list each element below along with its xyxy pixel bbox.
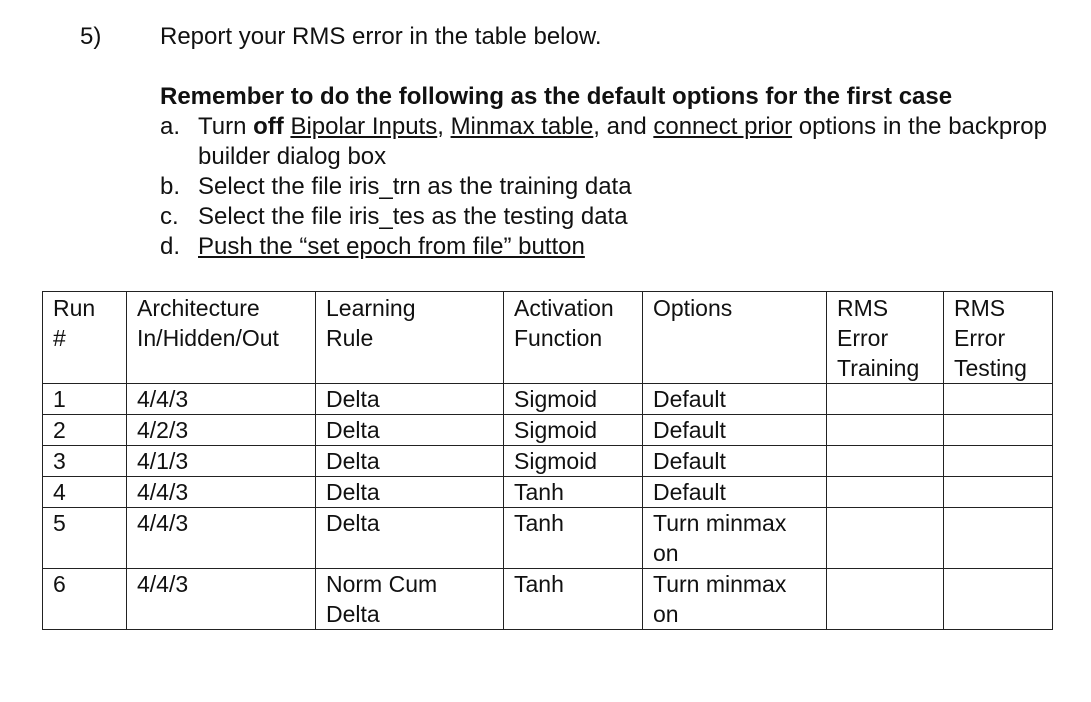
cell-architecture: 4/4/3 bbox=[127, 477, 316, 508]
cell-run: 2 bbox=[43, 415, 127, 446]
cell-rule: Delta bbox=[316, 415, 504, 446]
cell-options: Default bbox=[643, 446, 827, 477]
step-a-and: , and bbox=[593, 113, 654, 140]
cell-rms-testing[interactable] bbox=[944, 415, 1053, 446]
step-letter: c. bbox=[160, 203, 179, 230]
step-letter: d. bbox=[160, 233, 181, 260]
step-d-text: Push the “set epoch from file” button bbox=[198, 233, 585, 260]
cell-rms-testing[interactable] bbox=[944, 508, 1053, 569]
cell-run: 3 bbox=[43, 446, 127, 477]
connect-prior-text: connect prior bbox=[653, 113, 793, 140]
cell-options: Default bbox=[643, 384, 827, 415]
cell-run: 4 bbox=[43, 477, 127, 508]
cell-activation: Sigmoid bbox=[504, 415, 643, 446]
cell-rule: Delta bbox=[316, 508, 504, 569]
table-row bbox=[43, 446, 1053, 477]
cell-run: 1 bbox=[43, 384, 127, 415]
cell-rule: Delta bbox=[316, 446, 504, 477]
cell-activation: Tanh bbox=[504, 569, 643, 630]
instructions bbox=[160, 82, 1060, 262]
step-a-off: off bbox=[253, 113, 284, 140]
step-a-text bbox=[198, 112, 1060, 172]
cell-rms-training[interactable] bbox=[827, 569, 944, 630]
step-a bbox=[160, 112, 1060, 172]
cell-architecture: 4/4/3 bbox=[127, 569, 316, 630]
cell-run: 6 bbox=[43, 569, 127, 630]
cell-rms-training[interactable] bbox=[827, 415, 944, 446]
cell-run: 5 bbox=[43, 508, 127, 569]
cell-rms-testing[interactable] bbox=[944, 569, 1053, 630]
minmax-table-text: Minmax table bbox=[450, 113, 594, 140]
header-architecture: Architecture In/Hidden/Out bbox=[127, 292, 316, 384]
cell-architecture: 4/4/3 bbox=[127, 508, 316, 569]
cell-rms-training[interactable] bbox=[827, 508, 944, 569]
cell-options: Default bbox=[643, 415, 827, 446]
cell-architecture: 4/4/3 bbox=[127, 384, 316, 415]
cell-rms-training[interactable] bbox=[827, 384, 944, 415]
cell-activation: Sigmoid bbox=[504, 446, 643, 477]
step-a-suffix: options in the backprop builder dialog box bbox=[198, 113, 1047, 170]
cell-rms-training[interactable] bbox=[827, 477, 944, 508]
step-a-prefix: Turn bbox=[198, 113, 254, 140]
cell-options: Default bbox=[643, 477, 827, 508]
table-row bbox=[43, 569, 1053, 630]
table-row bbox=[43, 508, 1053, 569]
cell-architecture: 4/2/3 bbox=[127, 415, 316, 446]
bipolar-inputs-text: Bipolar Inputs bbox=[290, 113, 438, 140]
cell-rule: Delta bbox=[316, 477, 504, 508]
header-activation: Activation Function bbox=[504, 292, 643, 384]
cell-rule: Delta bbox=[316, 384, 504, 415]
cell-rms-testing[interactable] bbox=[944, 384, 1053, 415]
step-a-comma: , bbox=[437, 113, 451, 140]
instructions-title: Remember to do the following as the default options for the first case bbox=[160, 83, 953, 110]
cell-architecture: 4/1/3 bbox=[127, 446, 316, 477]
step-c bbox=[160, 202, 1060, 232]
table-row bbox=[43, 415, 1053, 446]
cell-rms-training[interactable] bbox=[827, 446, 944, 477]
header-rms-training: RMS Error Training bbox=[827, 292, 944, 384]
step-d bbox=[160, 232, 1060, 262]
cell-options: Turn minmax on bbox=[643, 569, 827, 630]
question-text: Report your RMS error in the table below. bbox=[160, 23, 602, 50]
step-letter: a. bbox=[160, 113, 181, 140]
step-c-text: Select the file iris_tes as the testing data bbox=[198, 203, 628, 230]
step-b-text: Select the file iris_trn as the training data bbox=[198, 173, 632, 200]
table-row bbox=[43, 477, 1053, 508]
header-learning-rule: Learning Rule bbox=[316, 292, 504, 384]
table-header-row bbox=[43, 292, 1053, 384]
step-b bbox=[160, 172, 1060, 202]
cell-activation: Tanh bbox=[504, 508, 643, 569]
cell-activation: Tanh bbox=[504, 477, 643, 508]
header-run: Run # bbox=[43, 292, 127, 384]
header-rms-testing: RMS Error Testing bbox=[944, 292, 1053, 384]
question-number: 5) bbox=[80, 23, 102, 50]
table-row bbox=[43, 384, 1053, 415]
cell-activation: Sigmoid bbox=[504, 384, 643, 415]
step-letter: b. bbox=[160, 173, 181, 200]
cell-rms-testing[interactable] bbox=[944, 446, 1053, 477]
results-table bbox=[42, 291, 1053, 630]
instruction-steps bbox=[160, 112, 1060, 262]
cell-rms-testing[interactable] bbox=[944, 477, 1053, 508]
header-options: Options bbox=[643, 292, 827, 384]
cell-options: Turn minmax on bbox=[643, 508, 827, 569]
cell-rule: Norm Cum Delta bbox=[316, 569, 504, 630]
